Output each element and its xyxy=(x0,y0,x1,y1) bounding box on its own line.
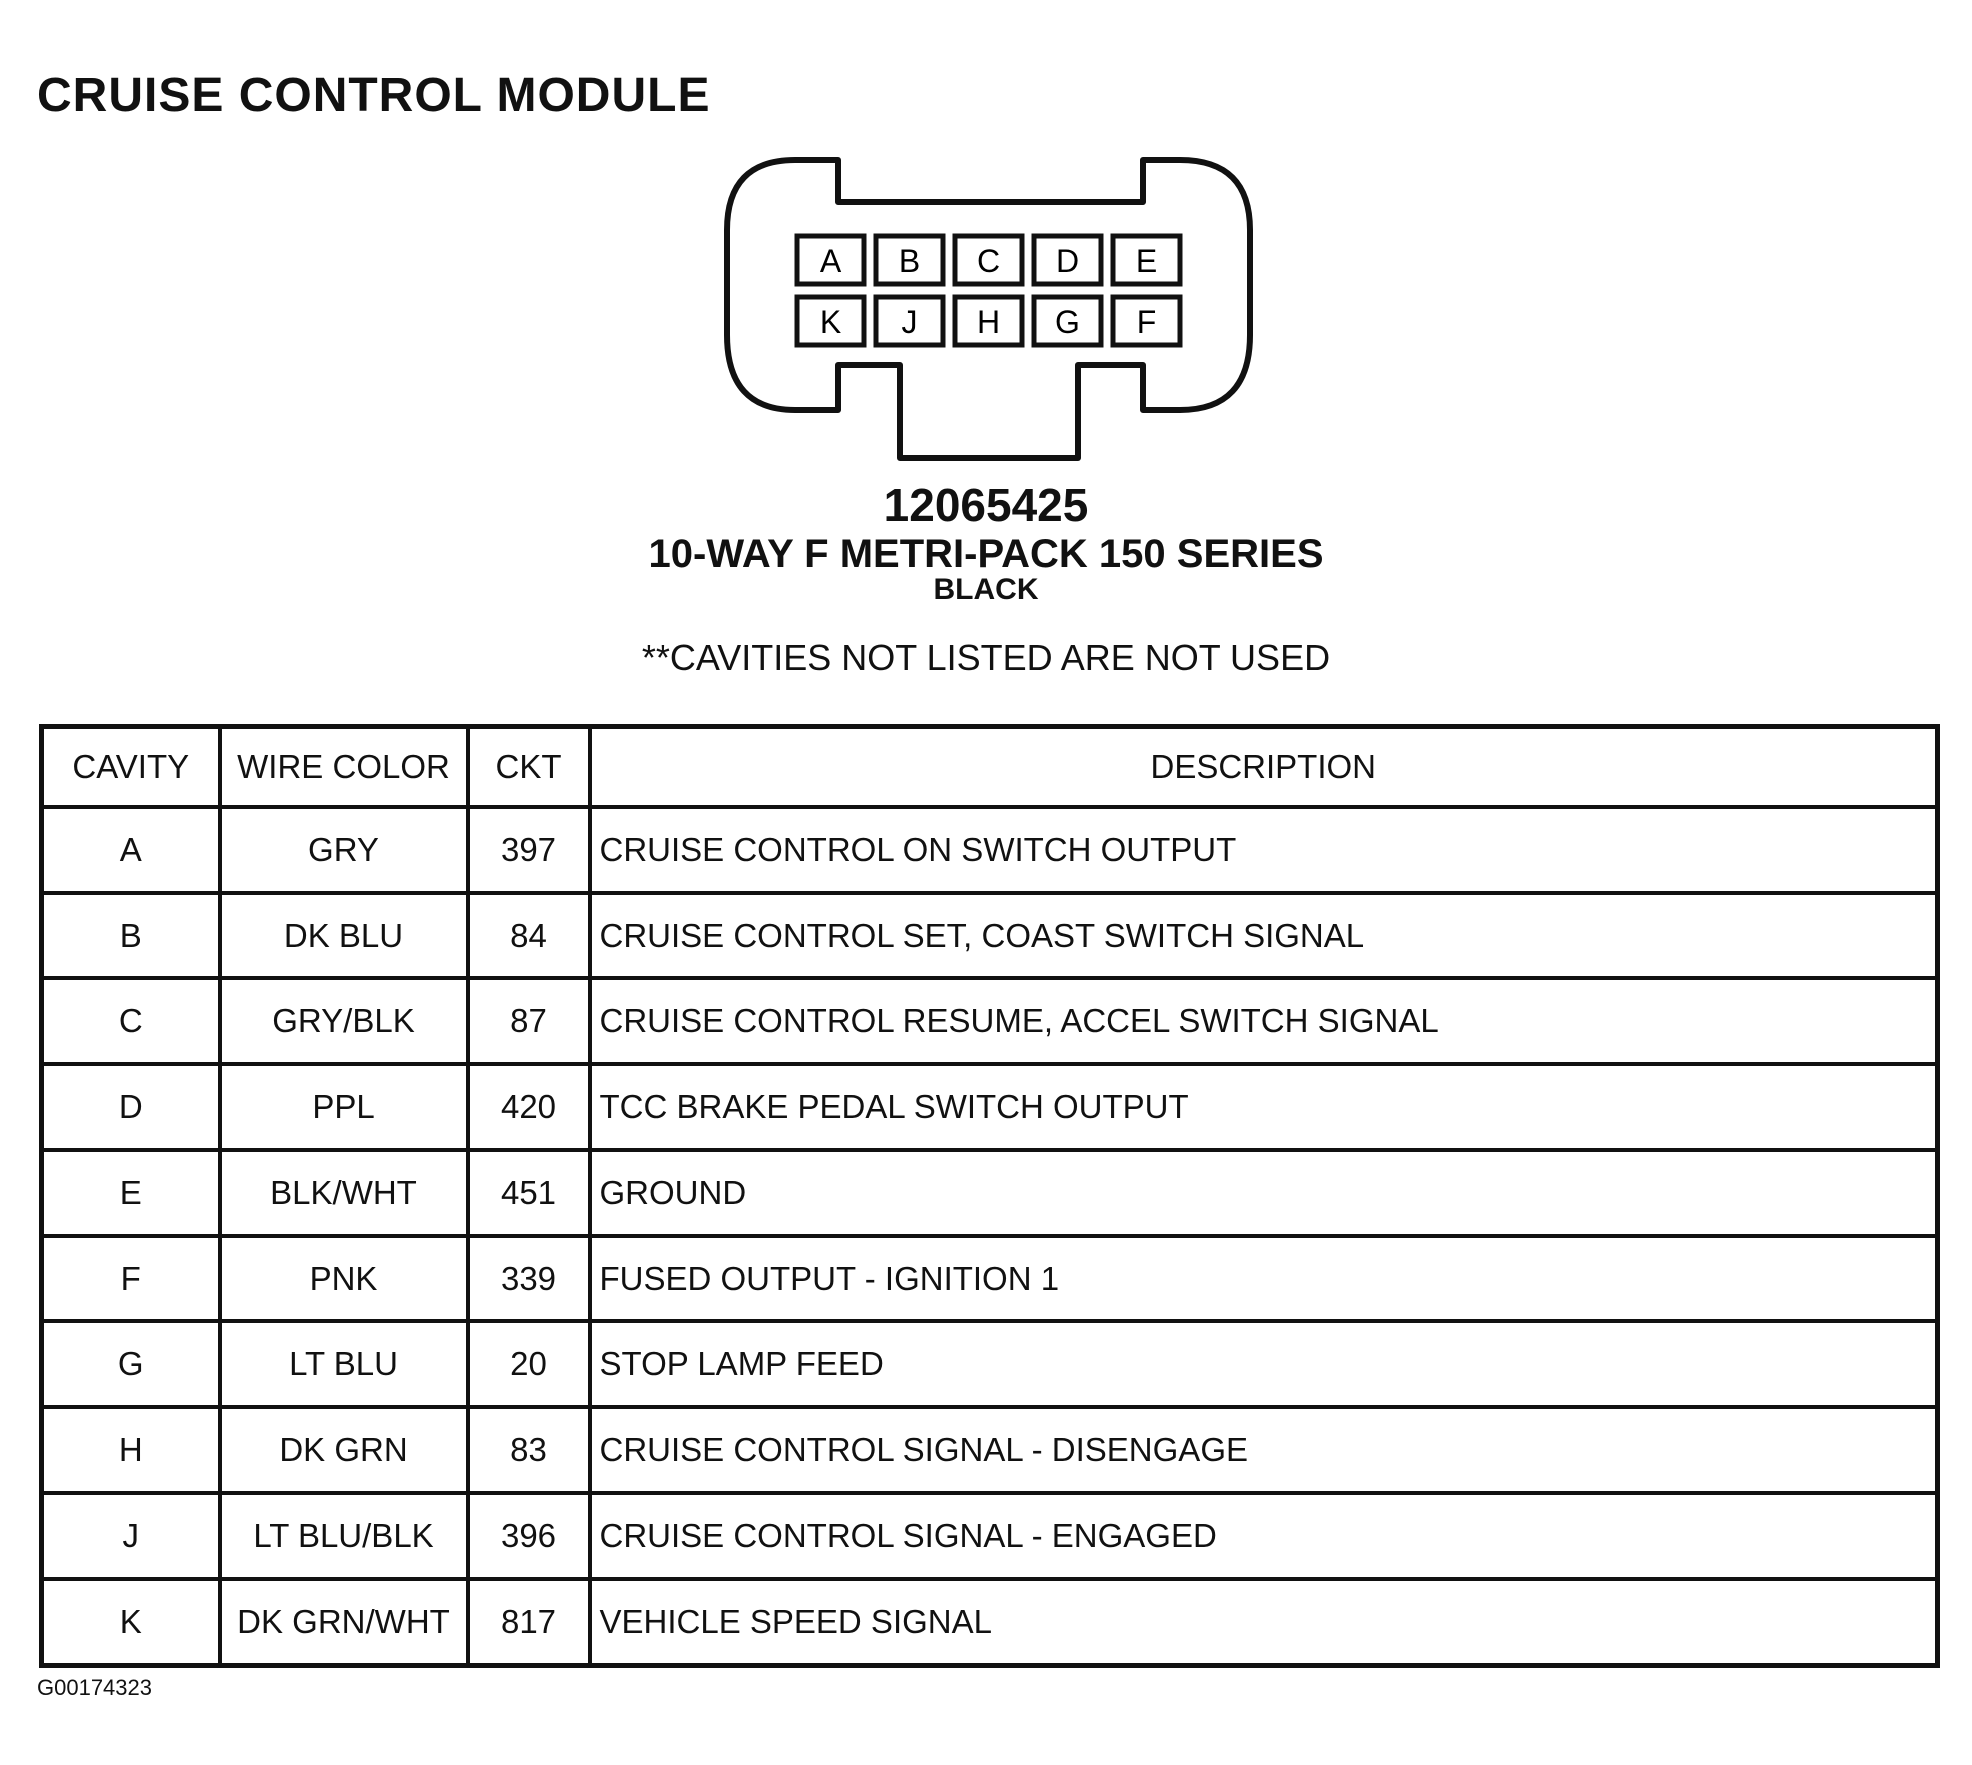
pinout-table xyxy=(39,724,1940,1668)
wire-color-cell: PPL xyxy=(220,1064,468,1150)
cavity-label: B xyxy=(898,243,921,279)
table-row xyxy=(42,1407,1938,1493)
cavity-cell: F xyxy=(42,1236,220,1322)
cavity-cell: H xyxy=(42,1407,220,1493)
description-cell: FUSED OUTPUT - IGNITION 1 xyxy=(590,1236,1938,1322)
unused-cavities-note: **CAVITIES NOT LISTED ARE NOT USED xyxy=(641,637,1331,678)
connector-series: 10-WAY F METRI-PACK 150 SERIES xyxy=(648,532,1324,576)
description-cell: TCC BRAKE PEDAL SWITCH OUTPUT xyxy=(590,1064,1938,1150)
cavity-label: J xyxy=(901,304,918,340)
wire-color-cell: DK GRN/WHT xyxy=(220,1579,468,1666)
description-cell: CRUISE CONTROL SIGNAL - DISENGAGE xyxy=(590,1407,1938,1493)
cavity-label: D xyxy=(1055,243,1080,279)
description-cell: CRUISE CONTROL SET, COAST SWITCH SIGNAL xyxy=(590,893,1938,979)
table-row xyxy=(42,978,1938,1064)
cavity-label: H xyxy=(976,304,1001,340)
table-header-row xyxy=(42,727,1938,808)
description-cell: STOP LAMP FEED xyxy=(590,1321,1938,1407)
cavity-cell: B xyxy=(42,893,220,979)
cavity-label: K xyxy=(819,304,842,340)
cavity-label: F xyxy=(1136,304,1157,340)
wire-color-cell: LT BLU xyxy=(220,1321,468,1407)
ckt-cell: 87 xyxy=(468,978,590,1064)
header-wire-color: WIRE COLOR xyxy=(220,727,468,808)
description-cell: CRUISE CONTROL SIGNAL - ENGAGED xyxy=(590,1493,1938,1579)
ckt-cell: 396 xyxy=(468,1493,590,1579)
cavity-label: A xyxy=(819,243,842,279)
cavity-cell: K xyxy=(42,1579,220,1666)
wire-color-cell: DK GRN xyxy=(220,1407,468,1493)
table-row xyxy=(42,1150,1938,1236)
figure-id: G00174323 xyxy=(37,1675,152,1700)
cavity-cell: C xyxy=(42,978,220,1064)
wire-color-cell: LT BLU/BLK xyxy=(220,1493,468,1579)
table-row xyxy=(42,1321,1938,1407)
wire-color-cell: GRY xyxy=(220,807,468,893)
wire-color-cell: BLK/WHT xyxy=(220,1150,468,1236)
connector-color: BLACK xyxy=(933,573,1039,606)
wire-color-cell: PNK xyxy=(220,1236,468,1322)
ckt-cell: 20 xyxy=(468,1321,590,1407)
table-row xyxy=(42,893,1938,979)
connector-diagram xyxy=(0,0,1972,470)
header-description: DESCRIPTION xyxy=(590,727,1938,808)
ckt-cell: 84 xyxy=(468,893,590,979)
header-cavity: CAVITY xyxy=(42,727,220,808)
table-row xyxy=(42,1064,1938,1150)
ckt-cell: 451 xyxy=(468,1150,590,1236)
cavity-cell: E xyxy=(42,1150,220,1236)
connector-part-number: 12065425 xyxy=(883,479,1089,531)
table-row xyxy=(42,1236,1938,1322)
cavity-label: C xyxy=(976,243,1001,279)
table-row xyxy=(42,807,1938,893)
cavity-cell: J xyxy=(42,1493,220,1579)
table-row xyxy=(42,1493,1938,1579)
ckt-cell: 817 xyxy=(468,1579,590,1666)
description-cell: GROUND xyxy=(590,1150,1938,1236)
cavity-cell: A xyxy=(42,807,220,893)
description-cell: CRUISE CONTROL RESUME, ACCEL SWITCH SIGNAL xyxy=(590,978,1938,1064)
cavity-cell: G xyxy=(42,1321,220,1407)
ckt-cell: 339 xyxy=(468,1236,590,1322)
ckt-cell: 83 xyxy=(468,1407,590,1493)
ckt-cell: 397 xyxy=(468,807,590,893)
wire-color-cell: DK BLU xyxy=(220,893,468,979)
cavity-label: G xyxy=(1055,304,1080,340)
cavity-cell: D xyxy=(42,1064,220,1150)
table-row xyxy=(42,1579,1938,1666)
cavity-label: E xyxy=(1135,243,1158,279)
header-ckt: CKT xyxy=(468,727,590,808)
description-cell: VEHICLE SPEED SIGNAL xyxy=(590,1579,1938,1666)
description-cell: CRUISE CONTROL ON SWITCH OUTPUT xyxy=(590,807,1938,893)
wire-color-cell: GRY/BLK xyxy=(220,978,468,1064)
page-title: CRUISE CONTROL MODULE xyxy=(37,69,711,122)
ckt-cell: 420 xyxy=(468,1064,590,1150)
